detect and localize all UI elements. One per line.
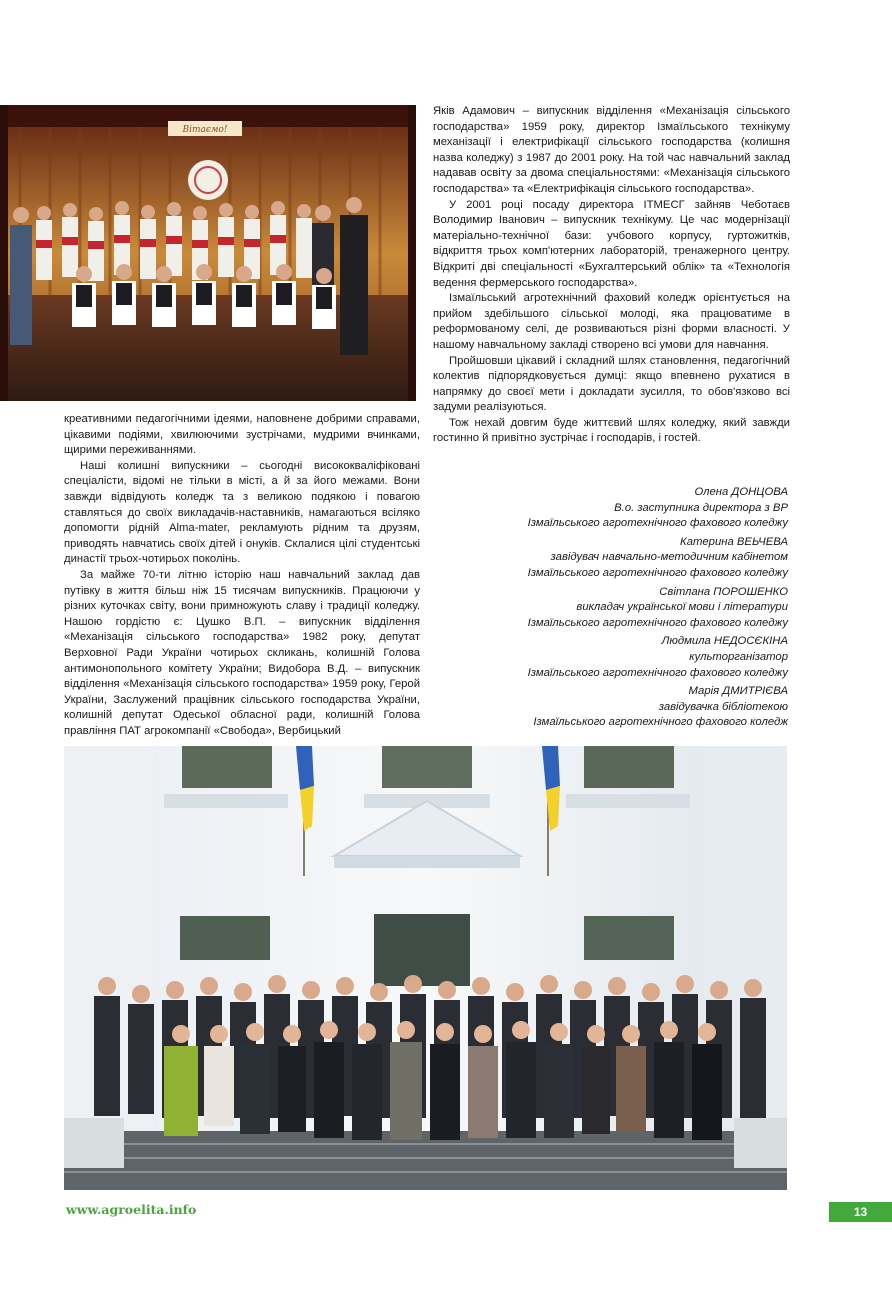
entrance-door [374,914,470,986]
signature-org: Ізмаїльського агротехнічного фахового коледжу [527,666,788,679]
signature-position: В.о. заступника директора з ВР [614,501,788,514]
signature-name: Олена ДОНЦОВА [694,486,788,498]
right-paragraph-4: Пройшовши цікавий і складний шлях становлення, педагогічний колектив підпорядковується думці: якщо впевнено рухатися в напрямку до своєї мети і докладати зусилля, то обов'язково всі задуми реалізуються. [433,354,790,414]
signature-name: Марія ДМИТРІЄВА [688,685,788,698]
signature-name: Катерина ВЕЬЧЕВА [680,535,788,548]
signature-position: культорганізатор [689,650,788,663]
window [584,746,674,788]
signature-org: Ізмаїльського агротехнічного фахового коледжу [527,517,788,530]
page-number: 13 [829,1202,892,1222]
banner-text: Вітаємо! [182,125,228,135]
signature-org: Ізмаїльського агротехнічного фахового коледж [533,716,788,729]
signature-name: Світлана ПОРОШЕНКО [659,585,788,598]
left-column [64,412,420,739]
signature-2 [470,535,788,582]
left-paragraph-2: Наші колишні випускники – сьогодні висококваліфіковані спеціалісти, відомі не тільки в місті, а й за його межами. Вони завжди відвідують коледж та з великою подякою і повагою ставляться до своїх викладачів-наставників, намагаються всіляко допомогти рідній Alma-mater, рекламують рідним та друзям, приводять навчатись своїх дітей і онуків. Склалися цілі студентські династії трьох-чотирьох поколінь. [64,459,420,566]
right-paragraph-1: Яків Адамович – випускник відділення «Механізація сільського господарства» 1959 року, директор Ізмаїльського технікуму механізації і електрифікації сільського господарства (колишня назва коледжу) з 1987 до 2001 року. На той час навчальний заклад надавав освіту за двома спеціальностями: «Механізація сільського господарства» та «Електрифікація сільського господарства». [433,105,790,195]
right-paragraph-5: Тож нехай довгим буде життєвий шлях коледжу, який завжди гостинно й привітно зустрічає і господарів, і гостей. [433,416,790,445]
window [584,916,674,960]
right-paragraph-2: У 2001 році посаду директора ІТМЕСГ зайняв Чеботаєв Володимир Іванович – випускник технікуму. Це час модернізації матеріально-технічної бази: учбового корпусу, гуртожитків, відкриття трьох комп'ютерних лабораторій, тренажерного центру. Відкриті дві спеціальності «Бухгалтерський облік» та «Технологія ведення фермерського господарства». [433,198,790,289]
window [180,916,270,960]
signature-position: завідувач навчально-методичним кабінетом [550,551,788,564]
top-photo [0,105,416,401]
right-paragraph-3: Ізмаїльський агротехнічний фаховий коледж орієнтується на прийом здебільшого сільської молоді, яка працюватиме в реформованому селі, де розвиваються різні форми власності. У нашому навчальному закладі створено всі умови для навчання. [433,292,790,351]
left-paragraph-3: За майже 70-ти літню історію наш навчальний заклад дав путівку в життя більш ніж 15 тисячам випускників. Працюючи у різних куточках світу, вони примножують славу і традиції коледжу. Нашою гордістю є: Цушко В.П. – випускник відділення «Механізація сільського господарства» 1982 року, депутат Верховної Ради України чотирьох скликань, колишній Голова антимонопольного комітету України; Видобора В.Д. – випускник відділення «Механізація сільського господарства» 1959 року, Герой України, Заслужений працівник сільського господарства України, колишній депутат Одеської обласної ради, колишній Голова правління ПАТ агрокомпанії «Свобода», Вербицький [64,568,420,737]
stage-group-photo [0,105,416,401]
signature-org: Ізмаїльського агротехнічного фахового коледжу [527,566,788,579]
website-link[interactable]: www.agroelita.info [66,1202,197,1217]
signatures [470,485,788,734]
signature-position: викладач української мови і літератури [576,601,788,614]
signature-name: Людмила НЕДОСЄКІНА [661,635,788,648]
signature-3 [470,585,788,632]
signature-1 [470,485,788,532]
signature-5 [470,684,788,731]
signature-org: Ізмаїльського агротехнічного фахового коледжу [527,616,788,629]
signature-4 [470,634,788,681]
left-paragraph-1: креативними педагогічними ідеями, наповнене добрими справами, цікавими подіями, хвилюючими зустрічами, мудрими вчинками, щирими переживаннями. [64,413,420,457]
window [182,746,272,788]
building-group-photo [64,746,787,1190]
bottom-photo [64,746,787,1190]
signature-position: завідувачка бібліотекою [658,700,788,713]
window [382,746,472,788]
right-column [433,104,790,447]
